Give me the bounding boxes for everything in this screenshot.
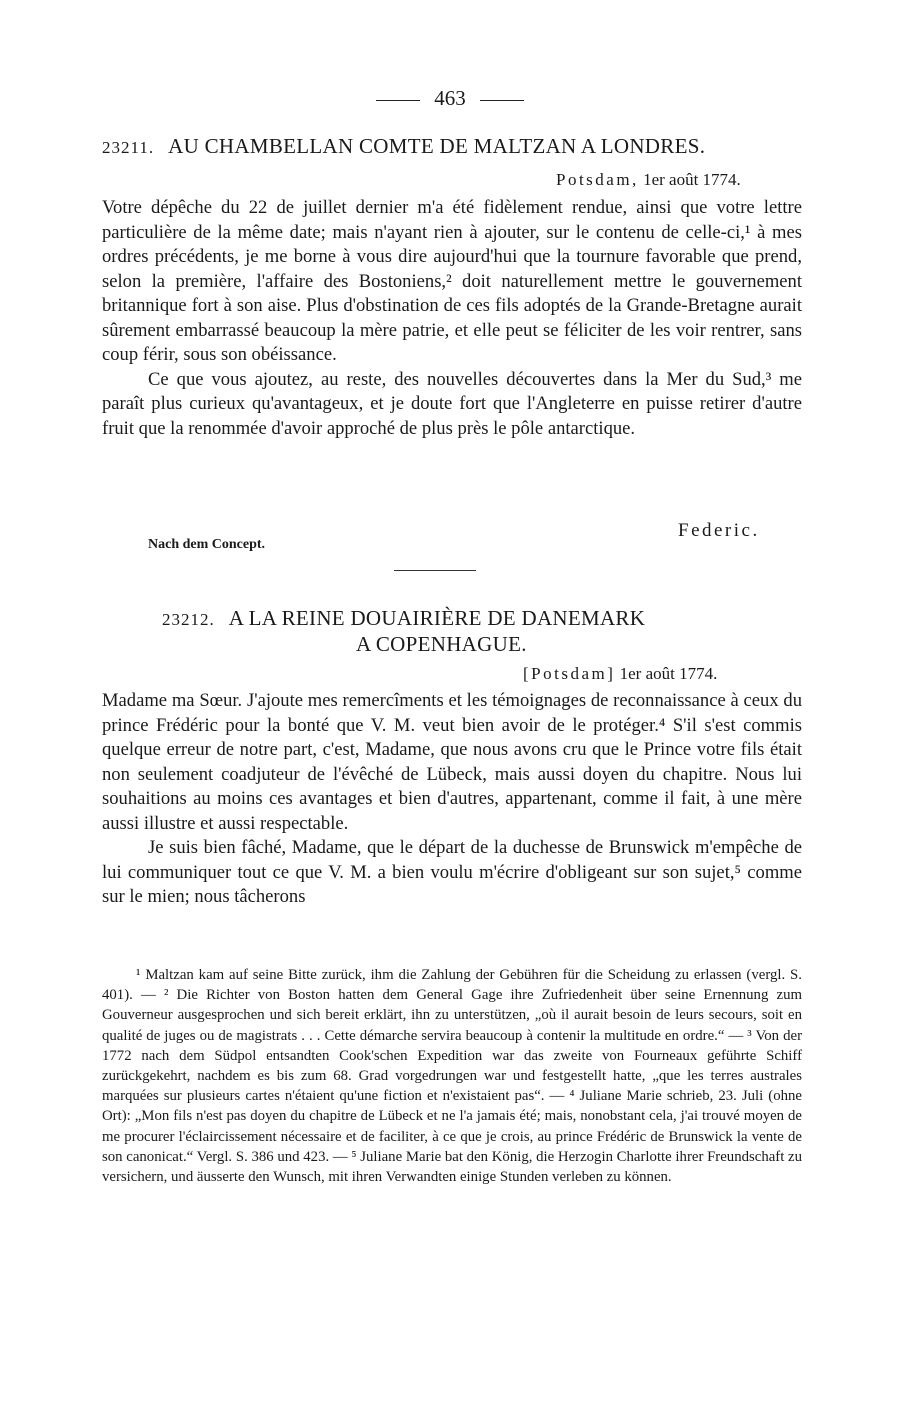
letter-heading [102, 134, 705, 159]
letter-signature: Federic. [678, 520, 760, 541]
letter-number: 23212. [162, 610, 215, 629]
letter-place-date [556, 170, 741, 190]
footnote-text: ¹ Maltzan kam auf seine Bitte zurück, ihm die Zahlung der Gebühren für die Scheidung zu erlassen (vergl. S. 401). — ² Die Richter von Boston hatten dem General Gage ihre Zufriedenheit über seine Ernennung zum Gouverneur ausgesprochen und sich bereit erklärt, ihn zu unterstützen, „où il aurait besoin de leurs secours, soit en qualité de juges ou de magistrats . . . Cette démarche servira beaucoup à contenir la multitude en ordre.“ — ³ Von der 1772 nach dem Südpol entsandten Cook'schen Expedition war das zweite von Fourneaux geführte Schiff zurückgekehrt, nachdem es bis zum 68. Grad vorgedrungen war und festgestellt hatte, „que les terres australes marquées sur plusieurs cartes n'étaient qu'une fiction et n'existaient pas“. — ⁴ Juliane Marie schrieb, 23. Juli (ohne Ort): „Mon fils n'est pas doyen du chapitre de Lübeck et ne l'a jamais été; mais, nonobstant cela, j'ai trouvé moyen de me procurer l'éclaircissement nécessaire et de faciliter, à ce que je crois, au prince Frédéric de Brunswick la vente de son canonicat.“ Vergl. S. 386 und 423. — ⁵ Juliane Marie bat den König, die Herzogin Charlotte ihrer Freundschaft zu versichern, und äusserte den Wunsch, mit ihren Verwandten einige Stunden verleben zu können. [102, 967, 802, 1186]
header-dash-right [480, 100, 524, 101]
letter-place-date [523, 664, 717, 684]
letter-body [102, 689, 802, 910]
letter-paragraph: Ce que vous ajoutez, au reste, des nouvelles découvertes dans la Mer du Sud,³ me paraît plus curieux qu'avantageux, et je doute fort que l'Angleterre en puisse retirer d'autre fruit que la renommée d'avoir approché de plus près le pôle antarctique. [102, 368, 802, 439]
section-divider [394, 570, 476, 571]
footnotes [102, 965, 802, 1187]
letter-date: 1er août 1774. [619, 664, 718, 683]
letter-paragraph: Je suis bien fâché, Madame, que le départ de la duchesse de Brunswick m'empêche de lui communiquer tout ce que V. M. a bien voulu m'écrire d'obligeant sur son sujet,⁵ comme sur le mien; nous tâcherons [102, 837, 802, 907]
page-header [0, 86, 900, 111]
header-dash-left [376, 100, 420, 101]
letter-date: 1er août 1774. [643, 170, 741, 189]
letter-heading [162, 606, 645, 631]
letter-title: A LA REINE DOUAIRIÈRE DE DANEMARK [228, 606, 646, 630]
letter-title-line2: A COPENHAGUE. [356, 632, 527, 656]
letter-paragraph: Votre dépêche du 22 de juillet dernier m'a été fidèlement rendue, ainsi que votre lettre particulière de la même date; mais n'ayant rien à ajouter, sur le contenu de celle-ci,¹ à mes ordres précédents, je me borne à vous dire aujourd'hui que la tournure favorable que prend, selon la première, l'affaire des Bostoniens,² doit naturellement mettre le gouvernement britannique fort à son aise. Plus d'obstination de ces fils adoptés de la Grande-Bretagne aurait sûrement embarrassé beaucoup la mère patrie, et elle peut se féliciter de les voir rentrer, sans coup férir, sous son obéissance. [102, 197, 802, 365]
letter-body [102, 196, 802, 441]
letter-place: Potsdam, [556, 170, 639, 189]
page-number: 463 [434, 86, 466, 110]
letter-number: 23211. [102, 138, 155, 157]
letter-paragraph: Madame ma Sœur. J'ajoute mes remercîments et les témoignages de reconnaissance à ceux du prince Frédéric pour la bonté que V. M. veut bien avoir de le protéger.⁴ S'il s'est commis quelque erreur de notre part, c'est, Madame, que nous avons cru que le Prince votre fils était non seulement coadjuteur de l'évêché de Lübeck, mais aussi doyen du chapitre. Nous lui souhaitions au moins ces avantages et bien d'autres, appartenant, comme il fait, à une mère aussi illustre et aussi respectable. [102, 690, 802, 834]
letter-title: AU CHAMBELLAN COMTE DE MALTZAN A LONDRES. [168, 134, 706, 158]
source-note: Nach dem Concept. [148, 537, 266, 552]
letter-place: [Potsdam] [523, 664, 616, 683]
